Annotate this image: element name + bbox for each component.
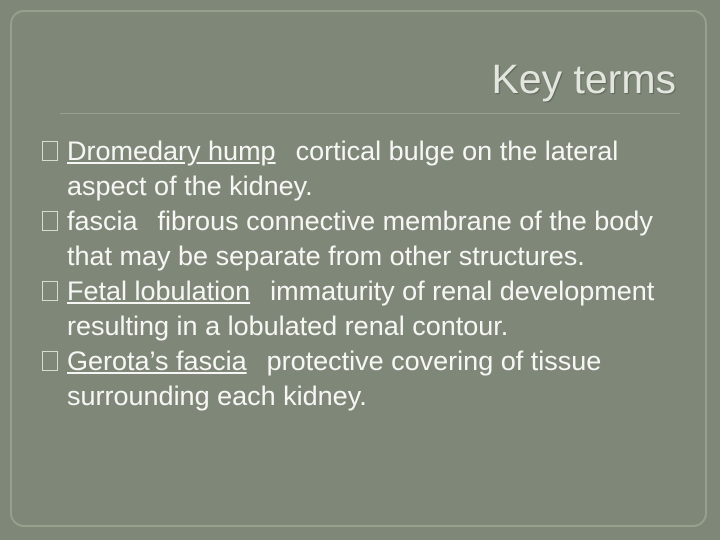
bullet-box-icon (42, 281, 58, 301)
key-terms-list (42, 134, 692, 414)
bullet-box-icon (42, 211, 58, 231)
definition-dromedary-hump: cortical bulge on the lateral aspect of the kidney. (67, 136, 619, 201)
term-dromedary-hump: Dromedary hump (67, 136, 276, 166)
list-item (42, 344, 692, 414)
definition-gerotas-fascia: protective covering of tissue surrounding each kidney. (67, 346, 602, 411)
list-item (42, 134, 692, 204)
term-gerotas-fascia: Gerota’s fascia (67, 346, 247, 376)
bullet-box-icon (42, 141, 58, 161)
term-fetal-lobulation: Fetal lobulation (67, 276, 251, 306)
definition-fascia: fibrous connective membrane of the body that may be separate from other structures. (67, 206, 653, 271)
slide-title: Key terms (491, 56, 676, 102)
bullet-box-icon (42, 351, 58, 371)
title-divider (60, 113, 680, 114)
list-item (42, 204, 692, 274)
definition-fetal-lobulation: immaturity of renal development resulting in a lobulated renal contour. (67, 276, 655, 341)
term-fascia: fascia (67, 206, 138, 236)
list-item (42, 274, 692, 344)
